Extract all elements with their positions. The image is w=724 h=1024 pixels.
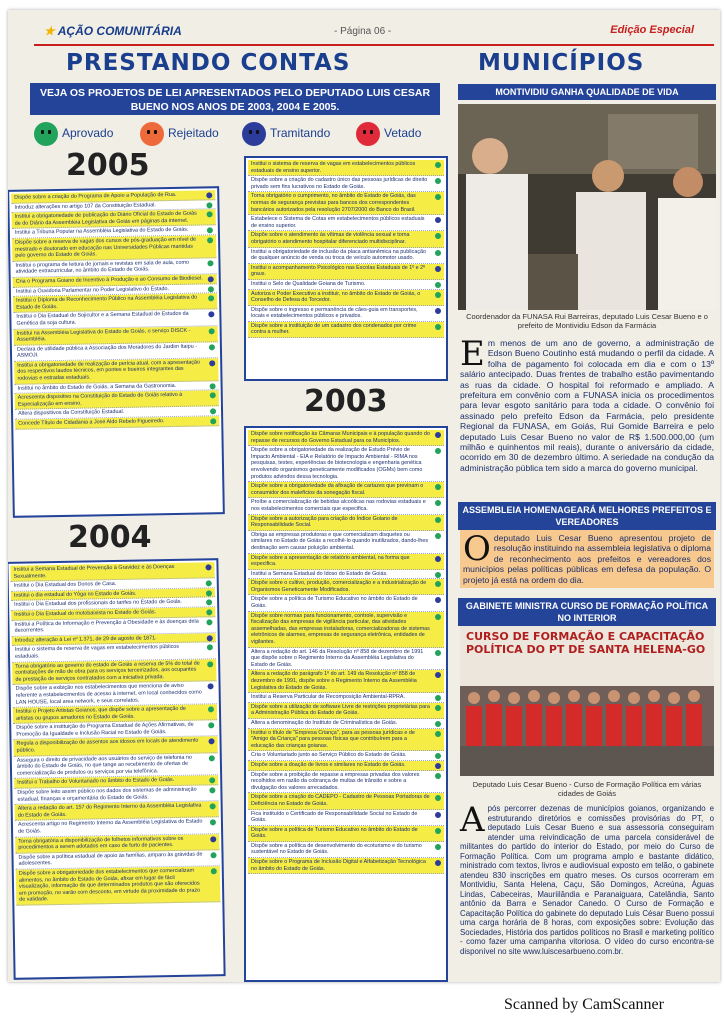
bill-text: Dispõe sobre normas para funcionamento, controle, supervisão e fiscalização das empresas de vigilância particular, das atividades assemelhadas, das empresas instaladoras, comercializadoras de sistemas eletrônicos de alarmes, empresas de segurança eletrônica, entidades de vigilantes. (251, 612, 430, 646)
status-dot-icon (435, 194, 441, 200)
status-dot-icon (435, 614, 441, 620)
bill-row (248, 703, 444, 719)
year-2004: 2004 (68, 520, 152, 555)
section-heading: MONTIVIDIU GANHA QUALIDADE DE VIDA (458, 84, 716, 100)
meeting-photo (458, 104, 716, 310)
bill-text: Institui a obrigatoriedade de realização de perícia atual, com a apresentação dos respectivos laudos técnicos, em pontes e bueiros integrantes das rodovias e estradas estaduais. (17, 359, 201, 382)
bill-text: Dispõe sobre a utilização de software Livre de restrições proprietárias para a Administração Pública do Estado de Goiás. (251, 703, 430, 717)
bill-text: Institui a Semana Estadual do Idoso do Estado de Goiás. (251, 570, 388, 577)
bill-text: Dispõe sobre o Programa de Inclusão Digital e Alfabetização Tecnológica no âmbito do Estado de Goiás. (251, 859, 426, 872)
status-dot-icon (435, 432, 441, 438)
intro-box: VEJA OS PROJETOS DE LEI APRESENTADOS PELO DEPUTADO LUIS CESAR BUENO NOS ANOS DE 2003, 2004 E 2005. (30, 83, 440, 115)
page-header (34, 18, 714, 46)
bill-text: Concede Título de Cidadania a José Aldo Rebelo Figueiredo. (18, 418, 165, 427)
bill-row (248, 761, 444, 771)
status-dot-icon (435, 217, 441, 223)
status-dot-icon (435, 672, 441, 678)
bill-text: Dispõe sobre a proibição de repasse a empresas privadas dos valores recolhidos em razão da cobrança de multas de trânsito e sobre a divulgação dos valores arrecadados. (251, 771, 420, 791)
bill-text: Dispõe sobre leito assim público nos dados dos sistemas de administração estadual, finanças e orçamentária do Estado de Goiás. (17, 786, 197, 803)
status-dot-icon (210, 418, 216, 424)
status-dot-icon (208, 706, 214, 712)
bill-row (248, 693, 444, 703)
bill-row (248, 290, 444, 306)
status-dot-icon (208, 684, 214, 690)
bill-text: Introduz alterações no artigo 107 da Constituição Estadual. (14, 201, 156, 211)
status-dot-icon (209, 778, 215, 784)
status-dot-icon (435, 721, 441, 727)
bill-text: Institui o sistema de reserva de vagas em estabelecimentos públicos estaduais de ensino superior. (251, 161, 416, 174)
smiley-icon (140, 122, 164, 146)
status-dot-icon (208, 739, 214, 745)
status-dot-icon (206, 609, 212, 615)
bill-text: Institui a Reserva Particular de Recomposição Ambiental-RPRA. (251, 694, 405, 701)
bill-text: Dispõe sobre a política de Turismo Educativo no âmbito do Estado de Goiás. (251, 596, 418, 610)
bill-row (248, 810, 444, 826)
bill-row (248, 215, 444, 231)
bill-text: Fica instituído o Certificado de Responsabilidade Social no Estado de Goiás. (251, 810, 418, 824)
bill-text: Dispõe sobre a obrigatoriedade dos estabelecimentos que comercializam alimentos, no âmbito do Estado de Goiás, afixar em lugar de fácil visualização, informação de que determinados produtos que são oferecidos em promoção, no varão com desconto, em virtude da proximidade do prazo de validade. (18, 867, 201, 904)
status-dot-icon (207, 228, 213, 234)
bill-row (248, 793, 444, 809)
bill-text: Institui o Selo de Qualidade Goiana de Turismo. (251, 280, 366, 287)
bill-text: Altera a redação do parágrafo 1º do art. 149 da Resolução nº 858 de dezembro de 1991, dispõe sobre o Regimento Interno da Assembléia Legislativa do Estado de Goiás. (251, 671, 417, 691)
bill-text: Institui a Política de Informação e Prevenção à Obesidade e às doenças dela decorrentes. (14, 618, 199, 634)
bill-text: Dispõe sobre o atendimento às vítimas de violência sexual e torna obrigatório o atendimento hospitalar diferenciado multidisciplinar. (251, 232, 410, 245)
list-2005 (8, 186, 225, 518)
list-2004-continued (244, 156, 448, 381)
bill-text: Dispõe sobre o ingresso e permanência de cães-guia em transportes, locais e estabelecimentos públicos e privados. (251, 306, 418, 320)
section-gabinete (458, 598, 716, 626)
bill-text: Institui o dia estadual do Yôga no Estado de Goiás. (13, 590, 137, 599)
status-dot-icon (206, 600, 212, 606)
bill-text: Altera a redação do art. 146 da Resolução nº 858 de dezembro de 1991 que dispõe sobre o Regimento Interno da Assembléia Legislativa do Estado de Goiás. (251, 648, 424, 668)
status-dot-icon (435, 844, 441, 850)
legend-aprovado (34, 122, 113, 146)
bill-text: Institui o título de "Empresa Criança", para as pessoas jurídicas e de "Amigo da Criança" para pessoas físicas que contribuírem para a educação das crianças goianas. (251, 729, 415, 749)
photo-caption: Coordenador da FUNASA Rui Barreiras, deputado Luis Cesar Bueno e o prefeito de Montividiu Edson da Farmácia (466, 312, 708, 330)
bill-row (248, 264, 444, 280)
bill-text: Dispõe sobre a instituição do Programa Estadual de Ações Afirmativas, de Promoção da Igualdade e Inclusão Racial no Estado de Goiás. (16, 721, 194, 738)
bill-row (248, 322, 444, 338)
status-dot-icon (435, 763, 441, 769)
article-text: deputado Luis Cesar Bueno apresentou projeto de resolução instituindo na assembleia legislativa o diploma de reconhecimento aos prefeitos e vereadores dos municípios pelas políticas públicas em defesa da população. O projeto já está na ordem do dia. (463, 533, 711, 585)
legend-label: Tramitando (270, 126, 331, 141)
legend-label: Aprovado (62, 126, 114, 141)
status-dot-icon (435, 773, 441, 779)
bill-text: Institui o Dia Estadual dos profissionais do tarifes no Estado de Goiás. (14, 599, 182, 609)
bill-row (248, 515, 444, 531)
bill-row (248, 570, 444, 580)
status-dot-icon (435, 533, 441, 539)
status-dot-icon (210, 393, 216, 399)
bill-text: Torna obrigatório ao governo do estado de Goiás a reserva de 5% do total de contratações de mão de obra para os serviços terceirizados, aos ocupantes de prestação de serviços contratados com a iniciativa privada. (15, 660, 200, 683)
status-dot-icon (208, 723, 214, 729)
bill-row (248, 719, 444, 729)
status-dot-icon (435, 448, 441, 454)
bill-row (248, 554, 444, 570)
photo-montividiu (458, 104, 716, 310)
bill-row (248, 648, 444, 671)
status-dot-icon (207, 661, 213, 667)
status-dot-icon (435, 597, 441, 603)
bill-text: Dispõe sobre a política estadual de apoio às famílias, amparo às grávidas de adolescentes. (18, 851, 203, 868)
bill-row (248, 842, 444, 858)
section-montividiu (458, 84, 716, 100)
status-dot-icon (435, 695, 441, 701)
bill-text: Dispõe sobre a criação do CADEPO - Cadastro de Pessoas Portadoras de Deficiência no Estado de Goiás. (251, 794, 430, 807)
bill-row (248, 176, 444, 192)
group-photo (460, 626, 714, 776)
status-dot-icon (210, 836, 216, 842)
photo-course (460, 626, 714, 776)
bill-row (248, 858, 444, 874)
status-dot-icon (208, 295, 214, 301)
bill-row (248, 612, 444, 648)
bill-text: Assegura o direito de privacidade aos usuários do serviço de telefonia no âmbito do Estado de Goiás, no que tange ao recebimento de ofertas de comercialização de produtos ou serviços por via telefônica. (16, 754, 192, 777)
section-heading: ASSEMBLEIA HOMENAGEARÁ MELHORES PREFEITOS E VEREADORES (458, 502, 716, 530)
bill-text: Dispõe sobre a apresentação de relatório ambiental, na forma que especifica. (251, 554, 410, 568)
status-dot-icon (206, 619, 212, 625)
status-dot-icon (206, 192, 212, 198)
status-dot-icon (435, 581, 441, 587)
bill-row (248, 771, 444, 794)
bill-row (248, 531, 444, 554)
article-text: m menos de um ano de governo, a administração de Edson Bueno Coutinho está mudando o perfil da cidade. A folha de pagamento foi colocada em dia e com o 13º salário antecipado. Duas frentes de trabalho estão pavimentando as ruas da cidade. O hospital foi reformado e ampliado. A prefeitura em convênio com a FUNASA inicia os procedimentos para levar esgoto sanitário para toda a cidade. O convênio foi assinado pelo prefeito Edson da Farmácia, pelo presidente Regional da FUNASA, em Goiás, Rui Gomide Barreira e pelo deputado Luis Cesar Bueno no valor de R$ 1.500.000,00 (um milhão e quinhentos mil reais), durante o aniversário da cidade, ocorrido em 30 de dezembro último. A seriedade na condução da administração pública tem sido a marca do governo municipal. (460, 338, 714, 473)
bill-row (248, 430, 444, 446)
status-dot-icon (435, 308, 441, 314)
bill-text: Institui na Assembléia Legislativa do Estado de Goiás, o serviço DISCK - Assembléia. (16, 327, 191, 343)
status-dot-icon (435, 484, 441, 490)
bill-text: Acrescenta artigo no Regimento Interno da Assembléia Legislativa do Estado de Goiás. (17, 818, 203, 835)
bill-text: Dispõe sobre notificação às Câmaras Municipais e à população quando do repasse de recursos do Governo Estadual para os Municípios. (251, 431, 430, 444)
status-dot-icon (435, 795, 441, 801)
status-dot-icon (435, 753, 441, 759)
bill-text: Institui a Tribuna Popular na Assembléia Legislativa do Estado de Goiás. (14, 227, 189, 237)
status-dot-icon (209, 787, 215, 793)
status-dot-icon (207, 211, 213, 217)
bill-text: Institui o Dia Estadual do Sojicultor e a Semana Estadual de Estudos da Genética da soja cultura. (16, 311, 189, 327)
bill-text: Obriga as empresas produtoras e que comercializam disquetes ou similares no Estado de Goiás a recolhê-lo quando inutilizados, dando-lhes destinação sem causar poluição ambiental. (251, 531, 429, 551)
scanner-watermark: Scanned by CamScanner (504, 996, 664, 1013)
bill-text: Altera a redação do art. 157 do Regimento Interno da Assembléia Legislativa do Estado de Goiás. (17, 802, 202, 819)
montividiu-article (460, 334, 714, 473)
legend-vetado (356, 122, 421, 146)
status-dot-icon (207, 645, 213, 651)
bill-row (248, 482, 444, 498)
status-dot-icon (209, 328, 215, 334)
status-dot-icon (435, 178, 441, 184)
status-dot-icon (435, 266, 441, 272)
status-dot-icon (207, 260, 213, 266)
bill-text: Dispõe sobre a política de desenvolvimento do ecoturismo e do turismo sustentável no Estado de Goiás. (251, 842, 422, 856)
status-dot-icon (435, 162, 441, 168)
status-dot-icon (435, 250, 441, 256)
bill-row (248, 160, 444, 176)
bill-text: Dispõe sobre o cultivo, produção, comercialização e a industrialização de Organismos Geneticamente Modificados. (251, 580, 427, 593)
edition-label: Edição Especial (610, 24, 694, 36)
drop-cap: A (460, 800, 485, 840)
bill-text: Dispõe sobre a reserva de vagas dos cursos de pós-graduação em nível de mestrado e doutorado em educação nas Universidades Públicas mantidas pelo governo do Estado de Goiás. (15, 236, 197, 259)
right-title: MUNICÍPIOS (478, 50, 645, 76)
list-2003 (244, 426, 448, 982)
bill-row (248, 826, 444, 842)
bill-text: Institui o Dia Estadual do motobaixista no Estado de Goiás. (14, 609, 157, 618)
bill-text: Dispõe sobre a autorização para criação do Índice Goiano de Responsabilidade Social. (251, 515, 398, 529)
status-dot-icon (210, 803, 216, 809)
bill-text: Proíbe a comercialização de bebidas alcoólicas nas rodovias estaduais e nos estabelecimentos comerciais que especifica. (251, 499, 426, 512)
drop-cap: O (463, 529, 491, 569)
bill-text: Declara de utilidade pública a Associação dos Moradores do Jardim Itaipu - ASMOJI. (16, 343, 198, 360)
bill-text: Regula a disponibilização de assentos aos idosos em locais de atendimento público. (16, 738, 199, 754)
newspaper-page (8, 10, 720, 982)
bill-text: Institui o programa de leitura de jornais e revistas em sala de aula, como atividade extracurricular, no âmbito do Estado de Goiás. (15, 259, 190, 276)
year-2003: 2003 (304, 384, 388, 419)
bill-text: Acrescenta dispositivo na Constituição do Estado de Goiás relativo à Especialização em ensino. (17, 392, 183, 408)
status-dot-icon (209, 755, 215, 761)
bill-text: Dispõe sobre a instituição de um cadastro dos condenados por crime contra a mulher. (251, 322, 417, 336)
drop-cap: E (460, 334, 485, 374)
bill-text: Institui no âmbito do Estado de Goiás, a Semana da Gastronomia. (17, 382, 177, 392)
status-dot-icon (435, 860, 441, 866)
bill-row (248, 670, 444, 693)
status-dot-icon (206, 580, 212, 586)
bill-row (248, 306, 444, 322)
status-dot-icon (211, 868, 217, 874)
left-title: PRESTANDO CONTAS (66, 50, 351, 76)
bill-text: Torna obrigatória a disponibilização de folhetos informativos sobre os procedimentos a serem adotados em caso de furto de pacientes. (18, 835, 184, 851)
bill-text: Institui a obrigatoriedade de inclusão da placa antianêmica na publicação de qualquer anúncio de venda ou troca de veículo automotor usado. (251, 248, 427, 262)
bill-text: Institui o Dia Estadual dos Donos de Casa. (13, 581, 117, 589)
bill-text: Estabelece o Sistema de Cotas em estabelecimentos públicos estaduais de ensino superior. (251, 216, 425, 229)
photo-caption: Deputado Luis Cesar Bueno - Curso de Formação Política em várias cidades de Goiás (472, 780, 702, 798)
status-dot-icon (209, 344, 215, 350)
status-dot-icon (205, 564, 211, 570)
bill-text: Dispõe sobre a obrigatoriedade da realização de Estudo Prévio de Impacto Ambiental - EIA e Relatório de Impacto Ambiental - RIMA nos pesquisas, testes, experiências de biotecnologia e engenharia genética envolvendo organismos geneticamente modificados (OGMs) bem como produtos advindos dessa tecnologia. (251, 447, 423, 480)
bill-text: Cria o Voluntariado junto ao Serviço Público do Estado de Goiás. (251, 752, 407, 759)
status-dot-icon (435, 282, 441, 288)
bill-text: Institui o acompanhamento Psicológico nas Escolas Estaduais de 1º e 2º graus. (251, 264, 426, 278)
status-dot-icon (435, 572, 441, 578)
year-2005: 2005 (66, 148, 150, 183)
bill-text: Institui a Semana Estadual de Prevenção à Gravidez e às Doenças Sexualmente. (13, 563, 175, 580)
status-dot-icon (208, 286, 214, 292)
status-dot-icon (435, 828, 441, 834)
list-2004 (8, 558, 226, 980)
status-dot-icon (435, 650, 441, 656)
article-text: pós percorrer dezenas de municípios goianos, organizando e estruturando diretórios e comissões provisórias do PT, o deputado Luis Cesar Bueno e sua assessoria conseguiram atender uma reivindicação de uma parcela considerável de militantes do partido do interior do Estado, por meio do Curso de Formação Política. Com um programa amplo e bastante didático, ministrado com textos, livros e audiovisual exposto em telão, o gabinete atendeu 830 inscrições em quatro meses. Os cursos ocorreram em Montividiu, Santa Helena, Caçu, São Domingos, Acreúna, Águas Lindas, Cabeceiras, Mauriilândia e Paranaiguara, Catelândia, Santo antônio da Barra e Senador Canedo. O Curso de Formação e Capacitação Política do gabinete do deputado Luis César Bueno possui uma carga horária de 8 horas, com exposições sobre: Evolução das Sociedades, História dos partidos políticos no Brasil e marketing político - como fazer uma campanha vitoriosa. O vídeo do curso encontra-se disponível no site www.luiscesarbueno.com.br. (460, 804, 714, 956)
status-dot-icon (208, 276, 214, 282)
status-dot-icon (435, 324, 441, 330)
status-dot-icon (435, 812, 441, 818)
legend-rejeitado (140, 122, 219, 146)
status-dot-icon (435, 705, 441, 711)
bill-row (248, 579, 444, 595)
bill-row (248, 595, 444, 611)
legend-label: Vetado (384, 126, 422, 141)
bill-row (248, 192, 444, 215)
bill-text: Institui o Projeto Artistas Goianos, que dispõe sobre a apresentação de artistas ou grupos amadores no Estado de Goiás. (15, 705, 186, 722)
bill-text: Dispõe sobre a política de Turismo Educativo no âmbito do Estado de Goiás. (251, 826, 418, 840)
status-dot-icon (435, 731, 441, 737)
bill-text: Introduz alteração à Lei nº 1.371, de 29 de agosto de 1871. (14, 635, 157, 644)
bill-row (248, 231, 444, 247)
status-dot-icon (206, 202, 212, 208)
bill-row (16, 866, 221, 906)
legend-label: Rejeitado (168, 126, 219, 141)
bill-text: Institui o Diploma de Reconhecimento Público na Assembléia Legislativa do Estado de Goiás. (16, 294, 198, 311)
bill-text: Altera a denominação do Instituto de Criminalística de Goiás. (251, 719, 398, 726)
section-assembleia (458, 502, 716, 530)
page-number: - Página 06 - (334, 26, 392, 37)
status-dot-icon (435, 500, 441, 506)
bill-row (248, 729, 444, 752)
status-dot-icon (435, 556, 441, 562)
status-dot-icon (435, 292, 441, 298)
bill-text: Dispõe sobre a obrigatoriedade da afixação de cartazes que previnam o consumidor dos malefícios da sonegação fiscal. (251, 483, 424, 496)
legend-tramitando (242, 122, 330, 146)
bill-text: Institui o sistema de reserva de vagas em estabelecimentos públicos estaduais. (14, 644, 180, 660)
bill-row (248, 280, 444, 290)
status-dot-icon (435, 517, 441, 523)
bill-row (248, 751, 444, 761)
bill-text: Dispõe sobre a criação do Programa de Apoio a População de Rua. (14, 191, 177, 201)
status-dot-icon (210, 852, 216, 858)
bill-text: Torna obrigatório o cumprimento, no âmbito do Estado de Goiás, das normas de segurança previstas para bancos dos correspondentes bancários autorizados pela resolução 2707/2000 do Banco do Brasil. (251, 193, 416, 213)
status-dot-icon (210, 409, 216, 415)
smiley-icon (242, 122, 266, 146)
assembleia-article (460, 530, 714, 588)
logo-text: AÇÃO COMUNITÁRIA (57, 24, 182, 38)
bill-text: Dispõe sobre a doação de livros e similares no Estado de Goiás. (251, 761, 406, 768)
status-dot-icon (208, 312, 214, 318)
bill-row (248, 446, 444, 482)
bill-text: Institui a Ouvidoria Parlamentar no Poder Legislativo do Estado. (15, 285, 170, 295)
status-dot-icon (207, 237, 213, 243)
bill-text: Altera dispositivos da Constituição Estadual. (18, 409, 125, 418)
status-dot-icon (209, 360, 215, 366)
status-dot-icon (206, 590, 212, 596)
status-dot-icon (435, 233, 441, 239)
bill-text: Cria o Programa Goiano de Incentivo à Produção e ao Consumo de Biodiesel. (15, 275, 203, 285)
status-dot-icon (207, 635, 213, 641)
gabinete-article (460, 800, 714, 956)
bill-row (248, 248, 444, 264)
section-heading: GABINETE MINISTRA CURSO DE FORMAÇÃO POLÍTICA NO INTERIOR (458, 598, 716, 626)
publication-logo (44, 24, 182, 38)
smiley-icon (34, 122, 58, 146)
star-icon: ★ (44, 24, 55, 38)
bill-text: Institui o Trabalho do Voluntariado no âmbito do Estado de Goiás. (17, 777, 175, 787)
status-dot-icon (210, 383, 216, 389)
bill-text: Institui a obrigatoriedade de publicação do Diário Oficial do Estado de Goiás de do Diário da Assembléia Legislativa de Goiás em páginas da internet. (14, 210, 197, 227)
bill-text: Dispõe sobre a criação do cadastro único das pessoas jurídicas de direito privado sem fins lucrativos no Estado de Goiás. (251, 177, 428, 190)
bill-text: Autoriza o Poder Executivo a instituir, no âmbito do Estado de Goiás, o Conselho de Defesa do Torcedor. (251, 290, 421, 304)
bill-text: Dispõe sobre a exibição nos estabelecimentos que menciona de aviso referente a estabelecimentos de acesso à internet, em local conhecidos como LAN HOUSE, local area network, e seus correlatos. (15, 683, 202, 706)
course-banner: CURSO DE FORMAÇÃO E CAPACITAÇÃO POLÍTICA DO PT DE SANTA HELENA-GO (466, 630, 706, 656)
status-dot-icon (210, 820, 216, 826)
smiley-icon (356, 122, 380, 146)
bill-row (248, 498, 444, 514)
